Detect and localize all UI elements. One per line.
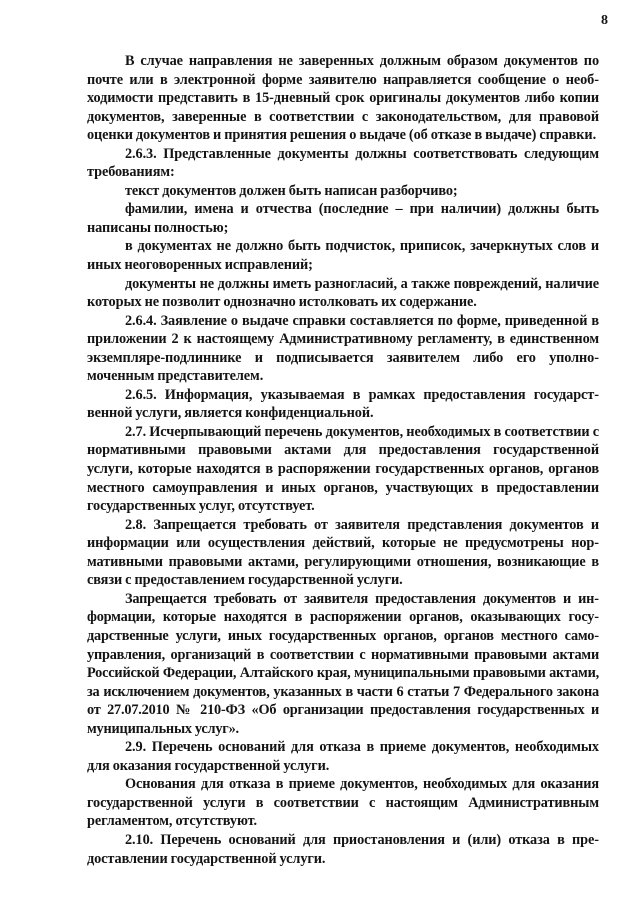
requirement-no-damage: документы не должны иметь разногласий, а также повреждений, наличие которых не позволит однозначно истолковать их содержание. bbox=[87, 275, 599, 311]
document-body bbox=[87, 52, 599, 868]
paragraph-2-7: 2.7. Исчерпывающий перечень документов, необходимых в соответствии с нормативными правовыми актами для предоставления государственной услуги, которые находятся в распоряжении государственных органов, органов местного самоуправления и иных органов, участвующих в предоставлении государственных услуг, отсутствует. bbox=[87, 423, 599, 515]
paragraph-2-9: 2.9. Перечень оснований для отказа в приеме документов, необходимых для оказания государственной услуги. bbox=[87, 739, 599, 774]
paragraph-unverified-documents: В случае направления не заверенных должным образом документов по почте или в электронной форме заявителю направляется сообщение о необходимости представить в 15-дневный срок оригиналы документов либо копии документов, заверенные в соответствии с законодательством, для правовой оценки документов и принятия решения о выдаче (об отказе в выдаче) справки. bbox=[87, 53, 599, 144]
requirement-no-corrections: в документах не должно быть подчисток, приписок, зачеркнутых слов и иных неоговоренных исправлений; bbox=[87, 238, 599, 274]
paragraph-2-10: 2.10. Перечень оснований для приостановления и (или) отказа в предоставлении государственной услуги. bbox=[87, 831, 599, 867]
paragraph-2-8: 2.8. Запрещается требовать от заявителя представления документов и информации или осуществления действий, которые не предусмотрены нормативными правовыми актами, регулирующими отношения, возникающие в связи с предоставлением государственной услуги. bbox=[87, 516, 599, 589]
page-number: 8 bbox=[601, 13, 608, 28]
requirement-legible-text: текст документов должен быть написан разборчиво; bbox=[125, 182, 458, 199]
paragraph-2-6-5: 2.6.5. Информация, указываемая в рамках предоставления государственной услуги, является конфиденциальной. bbox=[87, 386, 599, 422]
paragraph-2-6-3: 2.6.3. Представленные документы должны соответствовать следующим требованиям: bbox=[87, 145, 599, 181]
paragraph-2-9-grounds: Основания для отказа в приеме документов, необходимых для оказания государственной услуги в соответствии с настоящим Административным регламентом, отсутствуют. bbox=[87, 776, 599, 830]
requirement-full-names: фамилии, имена и отчества (последние – при наличии) должны быть написаны полностью; bbox=[87, 201, 599, 236]
paragraph-2-8-prohibition: Запрещается требовать от заявителя предоставления документов и информации, которые находятся в распоряжении органов, оказывающих государственные услуги, иных государственных органов, органов местного самоуправления, организаций в соответствии с нормативными правовыми актами Российской Федерации, Алтайского края, муниципальными правовыми актами, за исключением документов, указанных в части 6 статьи 7 Федерального закона от 27.07.2010 № 210-ФЗ «Об организации предоставления государственных и муниципальных услуг». bbox=[87, 590, 599, 737]
paragraph-2-6-4: 2.6.4. Заявление о выдаче справки составляется по форме, приведенной в приложении 2 к настоящему Административному регламенту, в единственном экземпляре-подлиннике и подписывается заявителем либо его уполномоченным представителем. bbox=[87, 312, 599, 385]
